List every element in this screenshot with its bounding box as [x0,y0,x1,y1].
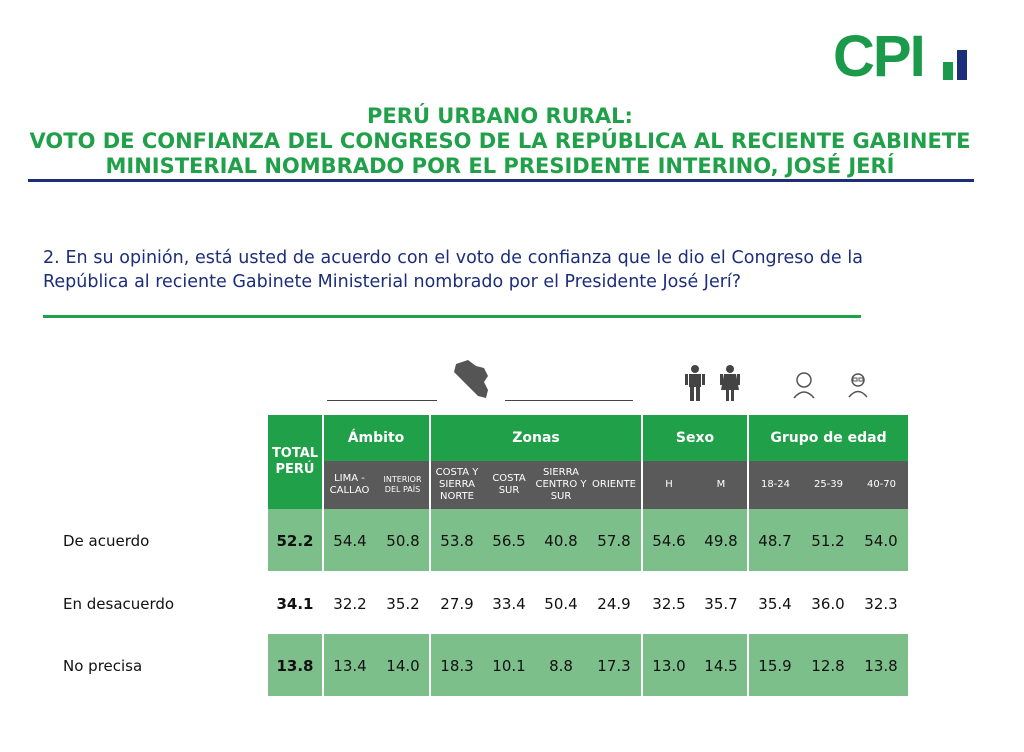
group-ambito-header: Ámbito [323,415,429,461]
value-cell: 15.9 [758,657,792,675]
separator [429,415,431,696]
value-cell: 14.0 [386,657,420,675]
value-cell: 36.0 [811,595,845,613]
female-icon [719,364,741,402]
group-sexo-header: Sexo [643,415,747,461]
young-person-icon [791,370,817,400]
subheader-age-18-24: 18-24 [749,461,802,509]
value-cell: 40.8 [544,532,578,550]
total-cell: 34.1 [276,595,314,613]
total-peru-header: TOTAL PERÚ [268,415,322,509]
value-cell: 53.8 [440,532,474,550]
group-edad-header: Grupo de edad [749,415,908,461]
value-cell: 8.8 [549,657,573,675]
subheader-interior: INTERIOR DEL PAÍS [376,461,429,509]
cpi-logo [833,24,978,89]
row-label: De acuerdo [63,532,150,550]
decor-line-right [505,400,633,401]
value-cell: 54.4 [333,532,367,550]
row-label: En desacuerdo [63,595,175,613]
value-cell: 27.9 [440,595,474,613]
separator [747,415,749,696]
survey-question: 2. En su opinión, está usted de acuerdo con el voto de confianza que le dio el Congreso de la República al reciente Gabinete Ministerial nombrado por el Presidente José Jerí? [43,248,863,292]
logo-bar-blue [957,50,967,80]
value-cell: 35.4 [758,595,792,613]
value-cell: 17.3 [597,657,631,675]
value-cell: 54.6 [652,532,686,550]
subheader-age-25-39: 25-39 [802,461,855,509]
question-divider [43,315,861,318]
subheader-oriente: ORIENTE [587,461,641,509]
value-cell: 13.8 [864,657,898,675]
value-cell: 48.7 [758,532,792,550]
value-cell: 49.8 [704,532,738,550]
older-person-icon [846,370,870,398]
separator [322,415,324,696]
value-cell: 12.8 [811,657,845,675]
decor-line-left [327,400,437,401]
title-divider [28,179,974,182]
title-line-3: MINISTERIAL NOMBRADO POR EL PRESIDENTE INTERINO, JOSÉ JERÍ [105,154,895,178]
title-line-1: PERÚ URBANO RURAL: [367,104,633,128]
subheader-mujer: M [695,461,747,509]
subheader-age-40-70: 40-70 [855,461,908,509]
male-icon [684,364,706,402]
value-cell: 57.8 [597,532,631,550]
value-cell: 13.0 [652,657,686,675]
value-cell: 24.9 [597,595,631,613]
page-title [20,104,980,179]
value-cell: 56.5 [492,532,526,550]
value-cell: 13.4 [333,657,367,675]
separator [641,415,643,696]
value-cell: 35.7 [704,595,738,613]
group-zonas-header: Zonas [431,415,641,461]
value-cell: 18.3 [440,657,474,675]
value-cell: 54.0 [864,532,898,550]
value-cell: 32.2 [333,595,367,613]
logo-bar-green [943,62,953,80]
subheader-lima-callao: LIMA - CALLAO [323,461,376,509]
subheader-sierra-centro-sur: SIERRA CENTRO Y SUR [535,461,587,509]
total-cell: 52.2 [276,532,314,550]
subheader-costa-sur: COSTA SUR [483,461,535,509]
value-cell: 32.3 [864,595,898,613]
value-cell: 51.2 [811,532,845,550]
value-cell: 14.5 [704,657,738,675]
value-cell: 50.4 [544,595,578,613]
value-cell: 10.1 [492,657,526,675]
title-line-2: VOTO DE CONFIANZA DEL CONGRESO DE LA REPÚBLICA AL RECIENTE GABINETE [29,129,971,153]
value-cell: 35.2 [386,595,420,613]
total-cell: 13.8 [276,657,314,675]
value-cell: 50.8 [386,532,420,550]
logo-text: CPI [833,24,924,89]
subheader-costa-sierra-norte: COSTA Y SIERRA NORTE [431,461,483,509]
subheader-hombre: H [643,461,695,509]
value-cell: 33.4 [492,595,526,613]
value-cell: 32.5 [652,595,686,613]
row-label: No precisa [63,657,143,675]
peru-map-icon [450,358,494,402]
